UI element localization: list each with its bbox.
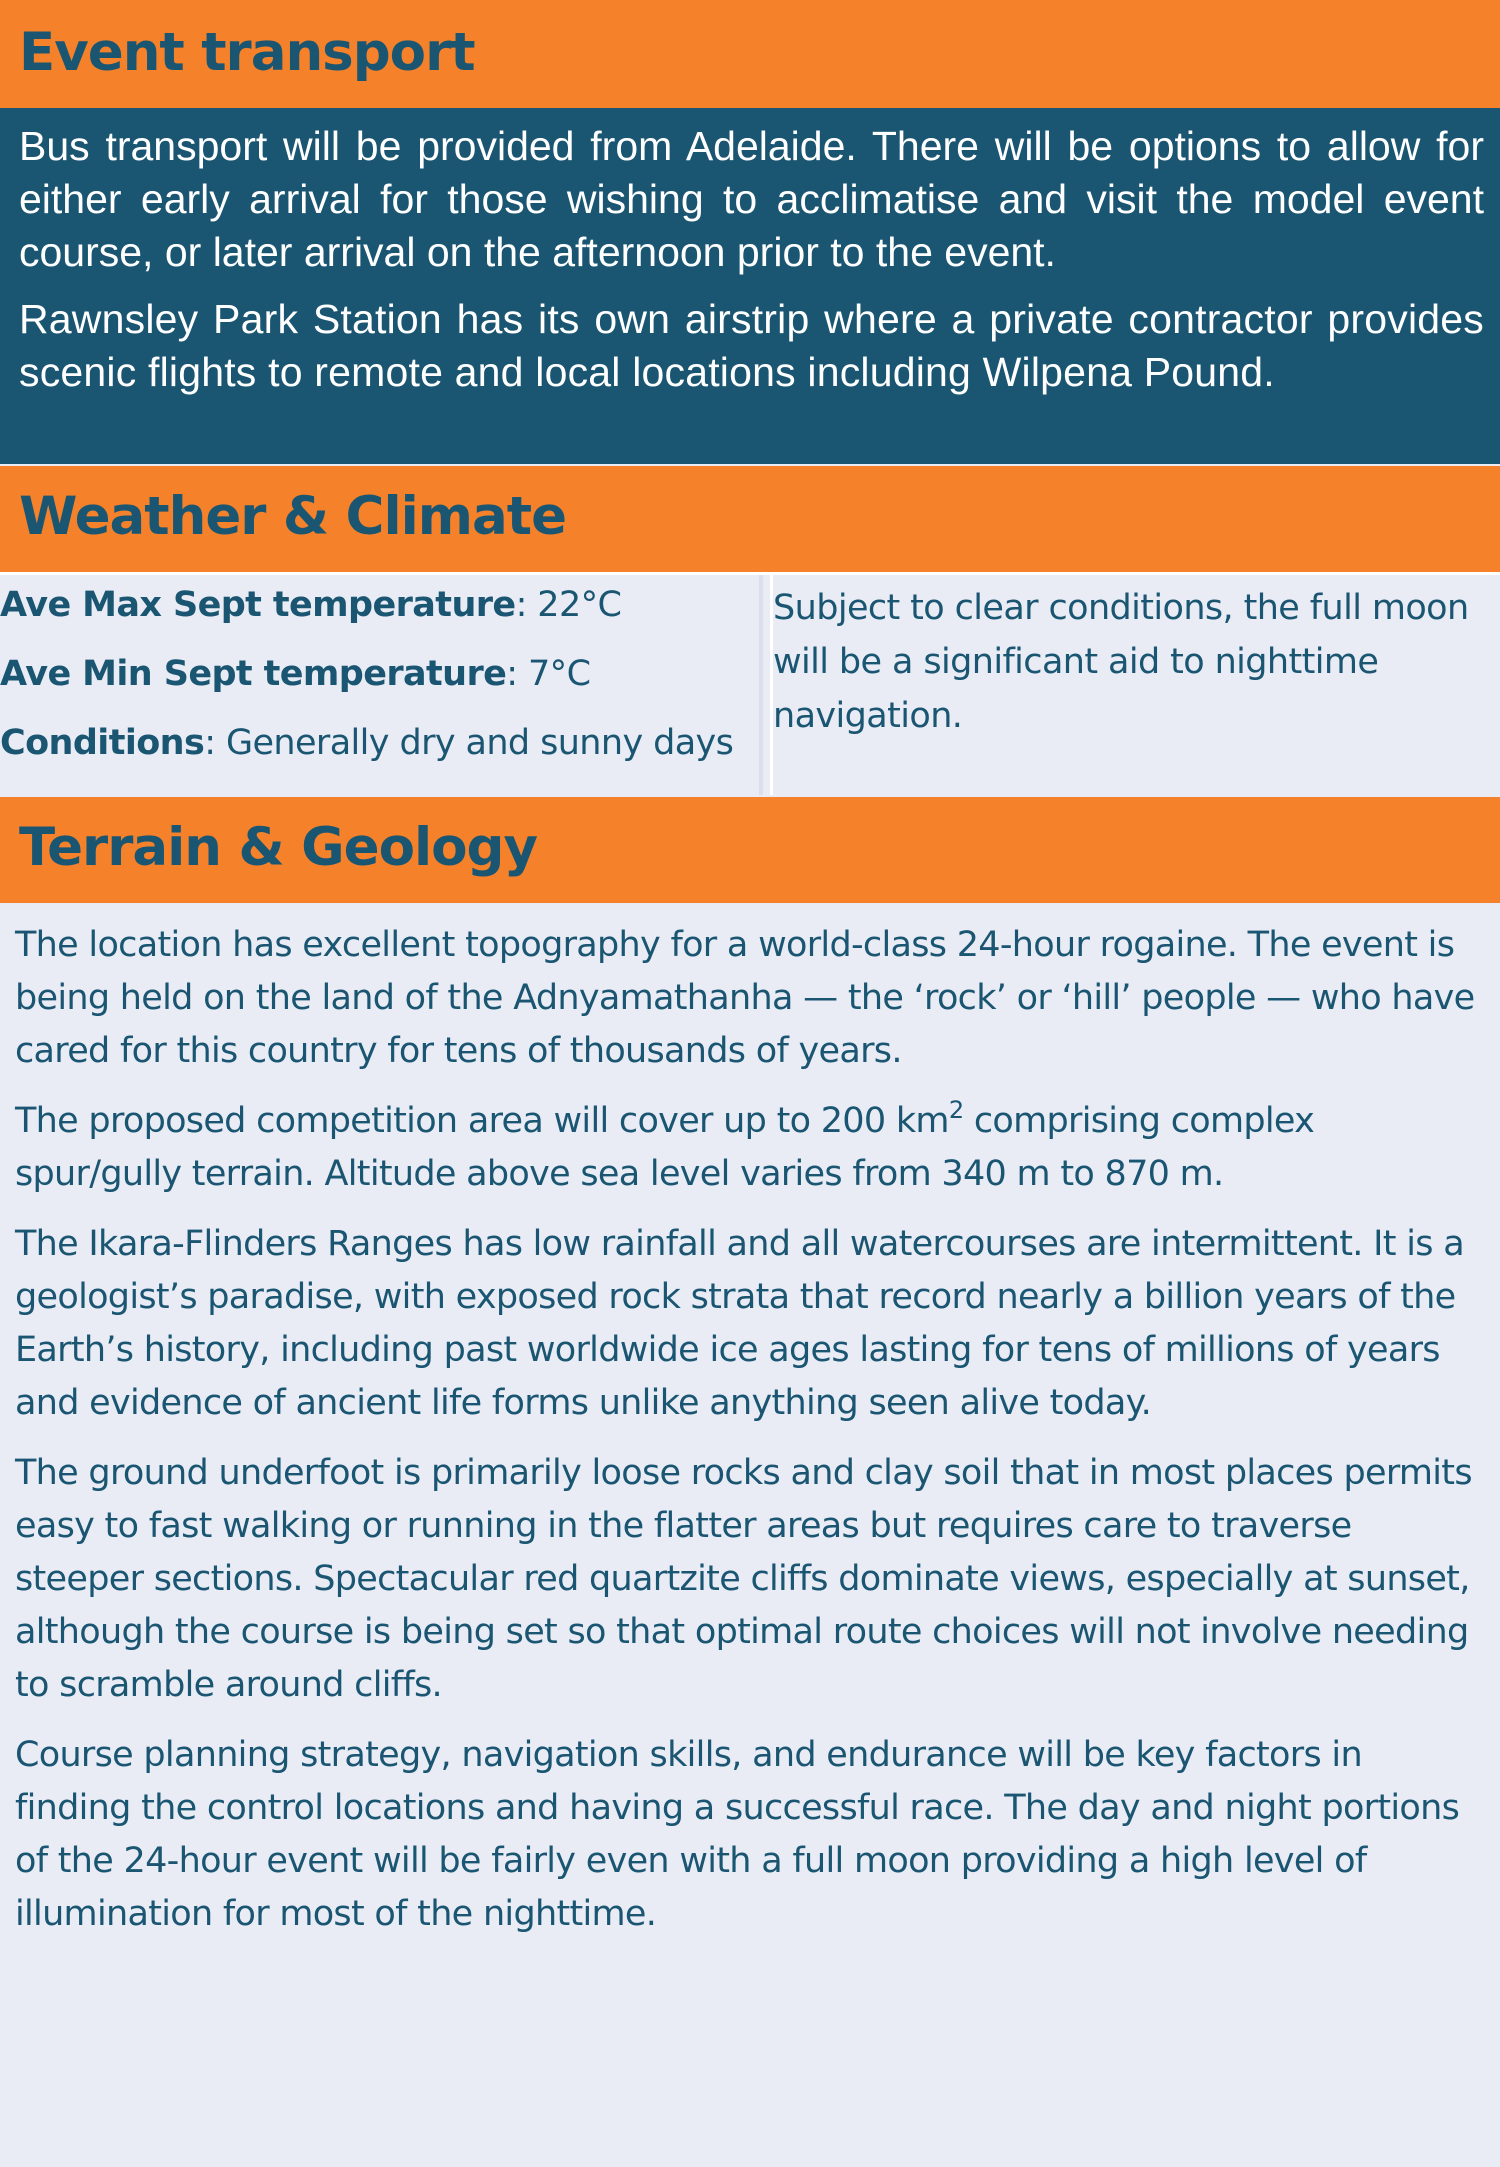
terrain-paragraph: The Ikara-Flinders Ranges has low rainfall and all watercourses are intermittent. It is a geologist’s paradise, with exposed rock strata that record nearly a billion years of the Earth’s history, including past worldwide ice ages lasting for tens of millions of years and evidence of ancient life forms unlike anything seen alive today.	[15, 1224, 1464, 1423]
weather-stats-cell	[0, 575, 763, 795]
terrain-heading: Terrain & Geology	[19, 817, 538, 878]
weather-row-max-temp	[0, 583, 760, 627]
terrain-paragraph: Course planning strategy, navigation skills, and endurance will be key factors in finding the control locations and having a successful race. The day and night portions of the 24-hour event will be fairly even with a full moon providing a high level of illumination for most of the nighttime.	[15, 1735, 1460, 1934]
weather-header-band	[0, 466, 1500, 572]
weather-table	[0, 572, 1500, 795]
weather-row-label: Ave Min Sept temperature	[0, 654, 507, 694]
terrain-paragraph: The location has excellent topography for a world-class 24-hour rogaine. The event is being held on the land of the Adnyamathanha — the ‘rock’ or ‘hill’ people — who have cared for this country for tens of thousands of years.	[15, 925, 1475, 1071]
terrain-paragraph: The ground underfoot is primarily loose rocks and clay soil that in most places permits easy to fast walking or running in the flatter areas but requires care to traverse steeper sections. Spectacular red quartzite cliffs dominate views, especially at sunset, although the course is being set so that optimal route choices will not involve needing to scramble around cliffs.	[15, 1453, 1472, 1705]
transport-paragraph: Rawnsley Park Station has its own airstrip where a private contractor provides scenic flights to remote and local locations including Wilpena Pound.	[19, 296, 1484, 395]
superscript-2: 2	[948, 1096, 964, 1124]
transport-paragraph: Bus transport will be provided from Adelaide. There will be options to allow for either early arrival for those wishing to acclimatise and visit the model event course, or later arrival on the afternoon prior to the event.	[19, 123, 1484, 275]
weather-note: Subject to clear conditions, the full moon will be a significant aid to nighttime navigation.	[773, 588, 1469, 736]
weather-row-value: : 22°C	[515, 585, 622, 625]
weather-heading: Weather & Climate	[19, 486, 567, 547]
transport-heading: Event transport	[19, 22, 475, 83]
terrain-body	[0, 903, 1500, 1958]
terrain-area-text: The proposed competition area will cover up to 200 km	[15, 1101, 949, 1141]
weather-row-label: Ave Max Sept temperature	[0, 585, 516, 625]
weather-row-value: : 7°C	[506, 654, 591, 694]
weather-note-cell	[770, 575, 1500, 795]
weather-row-label: Conditions	[0, 723, 205, 763]
terrain-header-band	[0, 797, 1500, 903]
transport-body	[0, 108, 1500, 464]
weather-row-value: : Generally dry and sunny days	[204, 723, 734, 763]
weather-row-min-temp	[0, 652, 760, 696]
transport-header-band	[0, 0, 1500, 108]
weather-row-conditions	[0, 721, 760, 765]
terrain-area-text-rest: comprising complex spur/gully terrain. Altitude above sea level varies from 340 m to 870 m.	[15, 1101, 1315, 1194]
terrain-paragraph-area	[15, 1095, 1482, 1201]
